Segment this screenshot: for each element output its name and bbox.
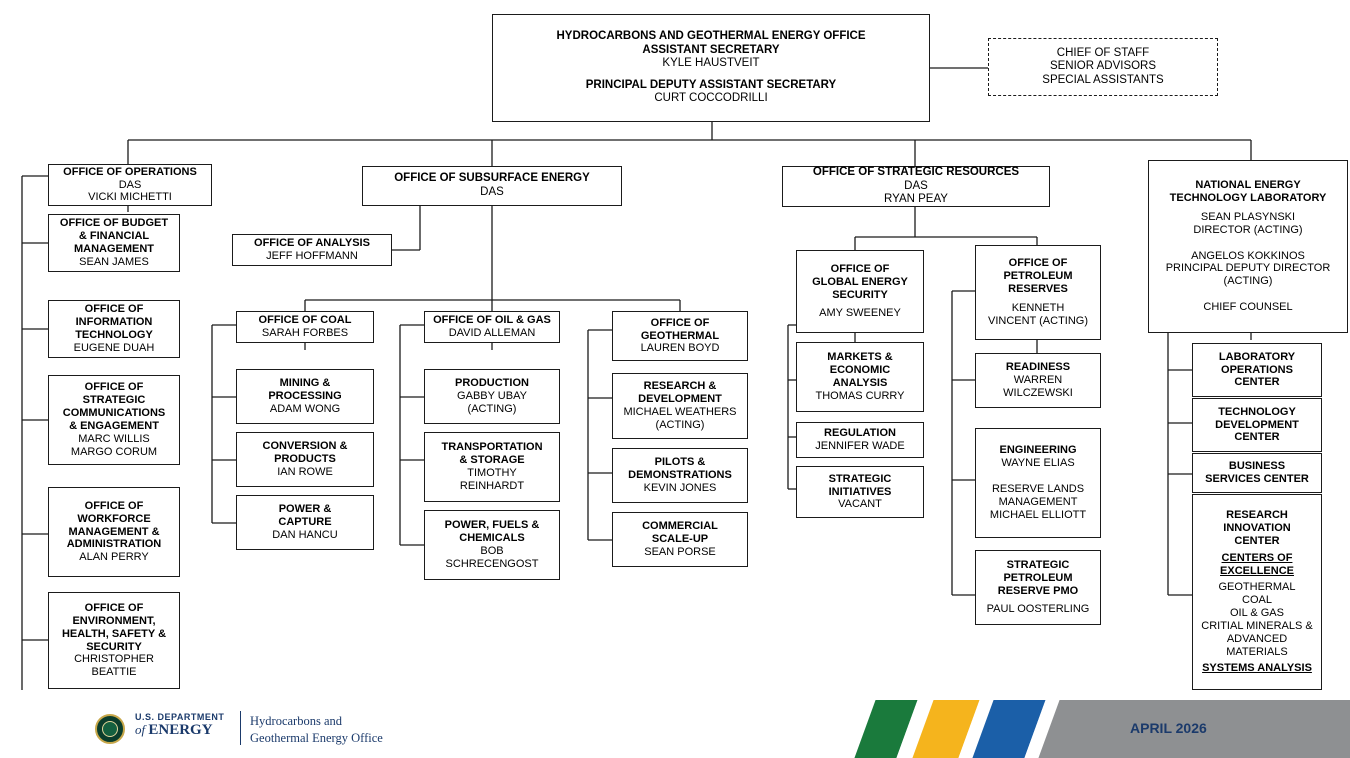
node-line: OFFICE OF (1008, 257, 1068, 270)
node-line: GLOBAL ENERGY (812, 275, 908, 288)
node-business-services-center[interactable] (1192, 453, 1322, 493)
node-office-of-budget-financial-management[interactable] (48, 214, 180, 272)
node-line: MINING & (279, 377, 331, 390)
node-engineering[interactable] (975, 428, 1101, 538)
node-line: OFFICE OF OIL & GAS (433, 314, 551, 327)
node-line: OFFICE OF (84, 499, 144, 512)
node-office-of-analysis[interactable] (232, 234, 392, 266)
node-line: CHEMICALS (459, 532, 525, 545)
node-line: TECHNOLOGY LABORATORY (1169, 191, 1327, 204)
node-hydrocarbons-office-head[interactable] (492, 14, 930, 122)
node-line: DAS (480, 186, 504, 198)
node-line: KYLE HAUSTVEIT (662, 57, 760, 70)
node-line: PRODUCTION (455, 377, 529, 390)
node-line: SPECIAL ASSISTANTS (1042, 73, 1164, 86)
node-line: ASSISTANT SECRETARY (642, 43, 780, 56)
node-line: DEMONSTRATIONS (628, 469, 732, 482)
node-office-of-workforce-management[interactable] (48, 487, 180, 577)
node-line: & STORAGE (459, 454, 525, 467)
node-line: SEAN JAMES (79, 255, 149, 268)
node-line: WORKFORCE (77, 512, 151, 525)
node-line: PETROLEUM (1003, 572, 1073, 585)
node-line: JENNIFER WADE (815, 440, 905, 452)
node-regulation[interactable] (796, 422, 924, 458)
node-power-fuels-chemicals[interactable] (424, 510, 560, 580)
node-office-of-information-technology[interactable] (48, 300, 180, 358)
node-line: RESERVE LANDS (991, 483, 1085, 496)
node-line: GEOTHERMAL (640, 329, 720, 342)
node-line: BUSINESS (1228, 460, 1286, 473)
node-line: CHRISTOPHER (74, 653, 154, 666)
node-line: CRITIAL MINERALS & (1201, 619, 1313, 632)
node-line: & FINANCIAL (78, 230, 150, 243)
node-line: SEAN PORSE (644, 545, 716, 558)
node-line: OIL & GAS (1229, 606, 1284, 619)
node-national-energy-technology-laboratory[interactable] (1148, 160, 1348, 333)
node-line: SYSTEMS ANALYSIS (1202, 661, 1312, 674)
node-line: COMMERCIAL (642, 520, 718, 533)
node-office-of-global-energy-security[interactable] (796, 250, 924, 333)
node-line: LABORATORY (1218, 350, 1296, 363)
footer-date: APRIL 2026 (1130, 720, 1207, 736)
node-line: OFFICE OF COAL (258, 314, 352, 327)
node-chief-of-staff[interactable] (988, 38, 1218, 96)
footer-office-name (250, 713, 383, 747)
doe-agency-of: of (135, 722, 149, 737)
node-strategic-petroleum-reserve-pmo[interactable] (975, 550, 1101, 625)
node-line (1153, 237, 1343, 250)
node-line: READINESS (1005, 361, 1071, 374)
node-line: MARC WILLIS (78, 432, 150, 445)
node-line (1153, 288, 1343, 301)
node-line: OFFICE OF BUDGET (59, 217, 169, 230)
node-line: TECHNOLOGY (1218, 405, 1296, 418)
doe-agency-line-2: ENERGY (148, 722, 213, 738)
node-line: (ACTING) (655, 418, 705, 431)
node-line: CAPTURE (278, 516, 332, 529)
node-line: KENNETH (1011, 301, 1065, 314)
node-line: TECHNOLOGY (75, 329, 153, 341)
node-office-of-subsurface-energy[interactable] (362, 166, 622, 206)
node-line: RESERVE PMO (997, 585, 1079, 597)
node-office-of-strategic-communications[interactable] (48, 375, 180, 465)
node-markets-economic-analysis[interactable] (796, 342, 924, 412)
node-line: EUGENE DUAH (73, 341, 155, 354)
node-line: INNOVATION (1223, 522, 1291, 535)
node-line: HYDROCARBONS AND GEOTHERMAL ENERGY OFFICE (556, 30, 866, 43)
node-research-development[interactable] (612, 373, 748, 439)
node-line: WARREN (1013, 374, 1063, 387)
footer-divider (240, 711, 241, 745)
node-conversion-products[interactable] (236, 432, 374, 487)
node-line: MARGO CORUM (70, 445, 158, 458)
node-line: TRANSPORTATION (441, 441, 543, 454)
node-line: SERVICES CENTER (1205, 473, 1309, 485)
node-line: DIRECTOR (ACTING) (1193, 223, 1303, 236)
node-line: POWER & (278, 503, 332, 516)
node-line: PROCESSING (268, 390, 342, 403)
node-line: CENTERS OF (1221, 552, 1293, 565)
node-readiness[interactable] (975, 353, 1101, 408)
node-line (980, 470, 1096, 483)
node-line: OFFICE OF SUBSURFACE ENERGY (394, 172, 590, 185)
node-line: RESEARCH & (643, 380, 717, 393)
node-line: DAS (118, 178, 142, 191)
node-line: & ENGAGEMENT (69, 420, 159, 432)
node-laboratory-operations-center[interactable] (1192, 343, 1322, 397)
node-line: NATIONAL ENERGY (1195, 178, 1301, 191)
node-line: OFFICE OF ANALYSIS (254, 237, 370, 250)
node-transportation-storage[interactable] (424, 432, 560, 502)
node-line: ADAM WONG (269, 402, 341, 415)
node-pilots-demonstrations[interactable] (612, 448, 748, 503)
node-line: DAN HANCU (272, 528, 338, 541)
node-line: BOB (480, 545, 504, 557)
node-line: SARAH FORBES (261, 327, 349, 339)
node-line: DEVELOPMENT (1215, 418, 1299, 431)
node-line: MATERIALS (1226, 645, 1288, 658)
node-line: COMMUNICATIONS (62, 407, 166, 420)
node-line: REINHARDT (459, 479, 525, 492)
node-line: MANAGEMENT (73, 243, 155, 255)
node-commercial-scale-up[interactable] (612, 512, 748, 567)
node-line: TIMOTHY (467, 467, 517, 479)
node-line: ALAN PERRY (79, 551, 149, 564)
node-line: ADMINISTRATION (66, 538, 162, 551)
node-line: PRINCIPAL DEPUTY ASSISTANT SECRETARY (585, 78, 837, 91)
node-line: SCALE-UP (651, 533, 709, 546)
node-line: PRINCIPAL DEPUTY DIRECTOR (1165, 262, 1331, 275)
node-line: OFFICE OF (84, 381, 144, 394)
node-line: VACANT (838, 498, 882, 511)
node-line: CHIEF COUNSEL (1203, 301, 1293, 314)
node-office-of-operations[interactable] (48, 164, 212, 206)
node-line: INFORMATION (75, 316, 153, 329)
node-line: MANAGEMENT & (68, 525, 160, 538)
node-line: JEFF HOFFMANN (266, 250, 358, 262)
node-line: PETROLEUM (1003, 270, 1073, 283)
node-line: SECURITY (86, 640, 142, 653)
node-office-of-strategic-resources[interactable] (782, 166, 1050, 207)
node-line: GEOTHERMAL (1218, 581, 1296, 594)
node-line: VICKI MICHETTI (88, 191, 172, 204)
node-line: MICHAEL WEATHERS (623, 406, 737, 418)
node-line: PILOTS & (654, 456, 706, 469)
node-line: ANALYSIS (832, 377, 888, 389)
node-mining-processing[interactable] (236, 369, 374, 424)
footer-office-line-2: Geothermal Energy Office (250, 730, 383, 745)
node-line: OFFICE OF OPERATIONS (63, 165, 197, 178)
node-line: CENTER (1234, 376, 1280, 389)
node-line: OFFICE OF (84, 303, 144, 316)
node-line: PRODUCTS (274, 453, 336, 466)
node-research-innovation-center[interactable] (1192, 494, 1322, 690)
node-line: ENVIRONMENT, (72, 614, 156, 627)
node-line: SENIOR ADVISORS (1049, 60, 1157, 73)
node-line: STRATEGIC (828, 472, 892, 485)
node-line: DAVID ALLEMAN (448, 327, 536, 339)
node-line: COAL (1242, 594, 1272, 606)
node-strategic-initiatives[interactable] (796, 466, 924, 518)
node-line: VINCENT (ACTING) (987, 314, 1089, 327)
node-line: PAUL OOSTERLING (986, 602, 1090, 615)
node-office-of-environment-health-safety-security[interactable] (48, 592, 180, 689)
node-line: ECONOMIC (829, 364, 891, 377)
node-line: CENTER (1234, 431, 1280, 444)
node-office-of-coal[interactable] (236, 311, 374, 343)
node-line: SEAN PLASYNSKI (1200, 210, 1296, 223)
node-production[interactable] (424, 369, 560, 424)
doe-seal-icon (95, 714, 125, 744)
node-line: SCHRECENGOST (445, 557, 539, 570)
node-line: ENGINEERING (999, 444, 1077, 457)
node-line: OPERATIONS (1221, 363, 1293, 376)
doe-wordmark (135, 712, 245, 739)
node-line: RESEARCH (1226, 509, 1288, 522)
node-line: KEVIN JONES (643, 481, 717, 494)
node-line: CENTER (1234, 535, 1280, 548)
node-line: (ACTING) (467, 402, 517, 415)
node-line: MARKETS & (827, 351, 893, 364)
node-line: DEVELOPMENT (638, 393, 722, 406)
node-office-of-geothermal[interactable] (612, 311, 748, 361)
node-line: POWER, FUELS & (444, 519, 540, 532)
node-line: WAYNE ELIAS (1001, 457, 1075, 470)
node-line: RYAN PEAY (884, 193, 948, 206)
node-line: CHIEF OF STAFF (1056, 46, 1150, 59)
node-line: DAS (904, 179, 928, 192)
footer-office-line-1: Hydrocarbons and (250, 714, 342, 728)
node-office-of-petroleum-reserves[interactable] (975, 245, 1101, 340)
node-line: CURT COCCODRILLI (654, 92, 768, 105)
node-line: THOMAS CURRY (815, 389, 905, 402)
node-technology-development-center[interactable] (1192, 398, 1322, 452)
node-line: ANGELOS KOKKINOS (1191, 249, 1305, 262)
node-line: RESERVES (1008, 283, 1068, 296)
node-line: MICHAEL ELLIOTT (989, 508, 1087, 521)
doe-agency-line-1: U.S. DEPARTMENT (135, 712, 225, 722)
node-line: ADVANCED (1226, 632, 1288, 645)
node-line: OFFICE OF (650, 316, 710, 329)
node-line: INITIATIVES (828, 485, 892, 498)
node-line: AMY SWEENEY (819, 307, 901, 320)
node-line: GABBY UBAY (457, 390, 527, 403)
node-office-of-oil-gas[interactable] (424, 311, 560, 343)
node-line: SECURITY (832, 288, 888, 301)
page-footer (0, 700, 1350, 758)
node-line: OFFICE OF (84, 601, 144, 614)
node-line: STRATEGIC (1006, 559, 1070, 572)
node-line: REGULATION (824, 427, 896, 440)
node-line: STRATEGIC (82, 394, 146, 407)
node-line: HEALTH, SAFETY & (61, 627, 167, 640)
node-line: LAUREN BOYD (640, 342, 720, 355)
node-line: CONVERSION & (262, 440, 348, 453)
node-line: WILCZEWSKI (1003, 386, 1073, 399)
node-power-capture[interactable] (236, 495, 374, 550)
node-line: OFFICE OF STRATEGIC RESOURCES (812, 166, 1020, 179)
node-line: OFFICE OF (830, 262, 890, 275)
node-line: BEATTIE (91, 666, 137, 679)
node-line: MANAGEMENT (998, 495, 1078, 508)
node-line: EXCELLENCE (1220, 565, 1294, 578)
node-line: (ACTING) (1223, 275, 1273, 288)
node-line: IAN ROWE (277, 465, 333, 478)
